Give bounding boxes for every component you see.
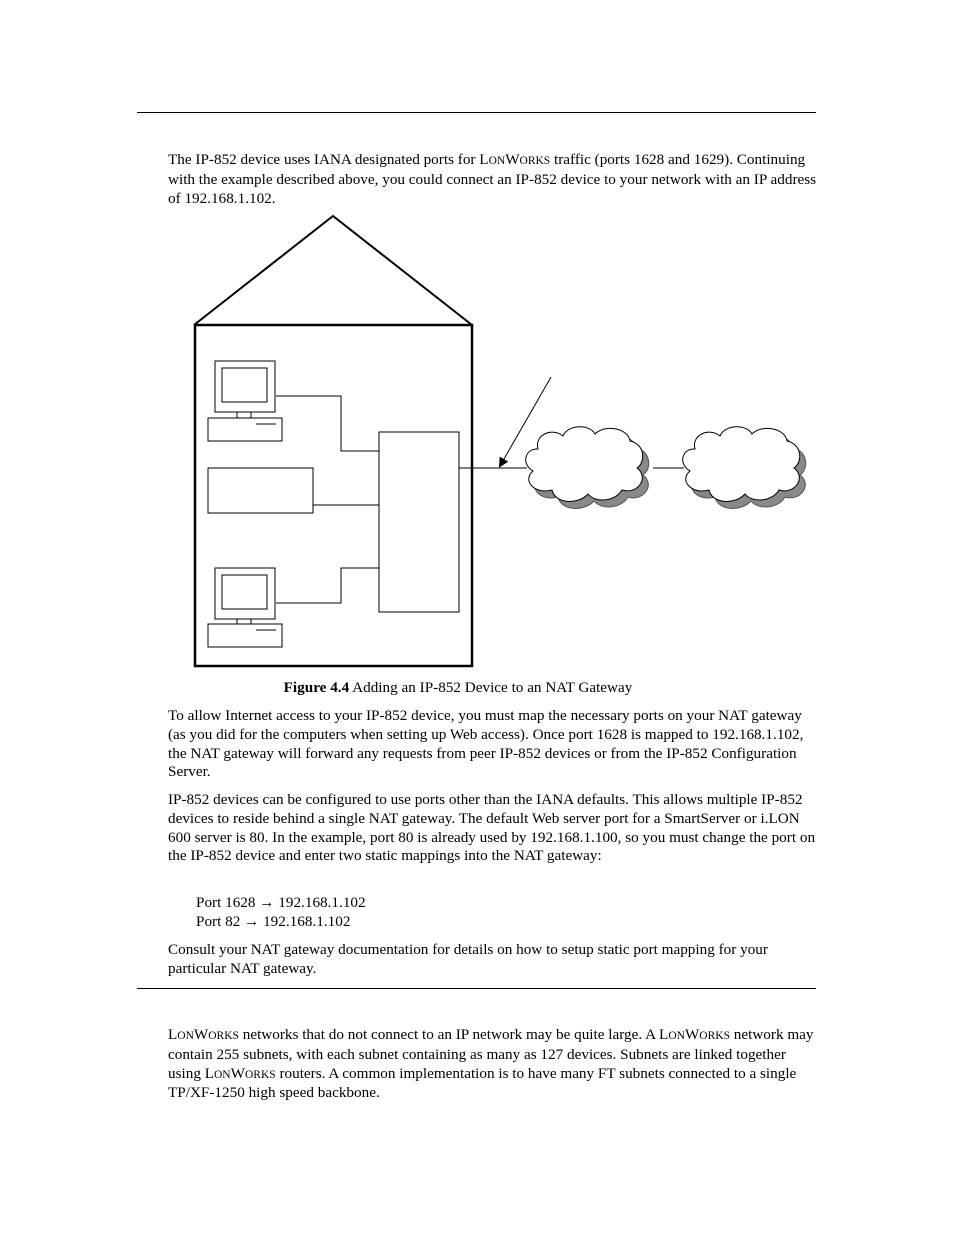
computer-icon-top [208, 361, 282, 441]
link-computer-top [276, 396, 379, 451]
section-rule [137, 988, 816, 989]
nat-gateway-box [379, 432, 459, 612]
intro-paragraph: The IP-852 device uses IANA designated ports for LONWORKS traffic (ports 1628 and 1629). Continuing with the example described above, you could connect an IP-852 device to your network with an IP address of 192.168.1.102. [168, 151, 817, 207]
paragraph-ports: IP-852 devices can be configured to use ports other than the IANA defaults. This allows multiple IP-852 devices to reside behind a single NAT gateway. The default Web server port for a SmartServer or i.LON 600 server is 80. In the example, port 80 is already used by 192.168.1.100, so you must change the port on the IP-852 device and enter two static mappings into the NAT gateway: [168, 791, 816, 865]
server-box [208, 468, 313, 513]
paragraph-consult: Consult your NAT gateway documentation for details on how to setup static port mapping for your particular NAT gateway. [168, 941, 768, 977]
figure-caption: Figure 4.4 Adding an IP-852 Device to an NAT Gateway [283, 679, 633, 696]
link-computer-bottom [276, 568, 379, 603]
port-mapping-1: Port 1628 → 192.168.1.102 [196, 894, 366, 911]
house-roof [194, 216, 472, 325]
paragraph-lonworks-networks: LONWORKS networks that do not connect to an IP network may be quite large. A LONWORKS network may contain 255 subnets, with each subnet containing as many as 127 devices. Subnets are linked together using LONWORKS routers. A common implementation is to have many FT subnets connected to a single TP/XF-1250 high speed backbone. [168, 1026, 814, 1102]
port-mapping-2: Port 82 → 192.168.1.102 [196, 913, 351, 930]
paragraph-nat-mapping: To allow Internet access to your IP-852 device, you must map the necessary ports on your NAT gateway (as you did for the computers when setting up Web access). Once port 1628 is mapped to 192.168.1.102, the NAT gateway will forward any requests from peer IP-852 devices or from the IP-852 Configuration Server. [168, 707, 804, 781]
computer-icon-bottom [208, 568, 282, 647]
